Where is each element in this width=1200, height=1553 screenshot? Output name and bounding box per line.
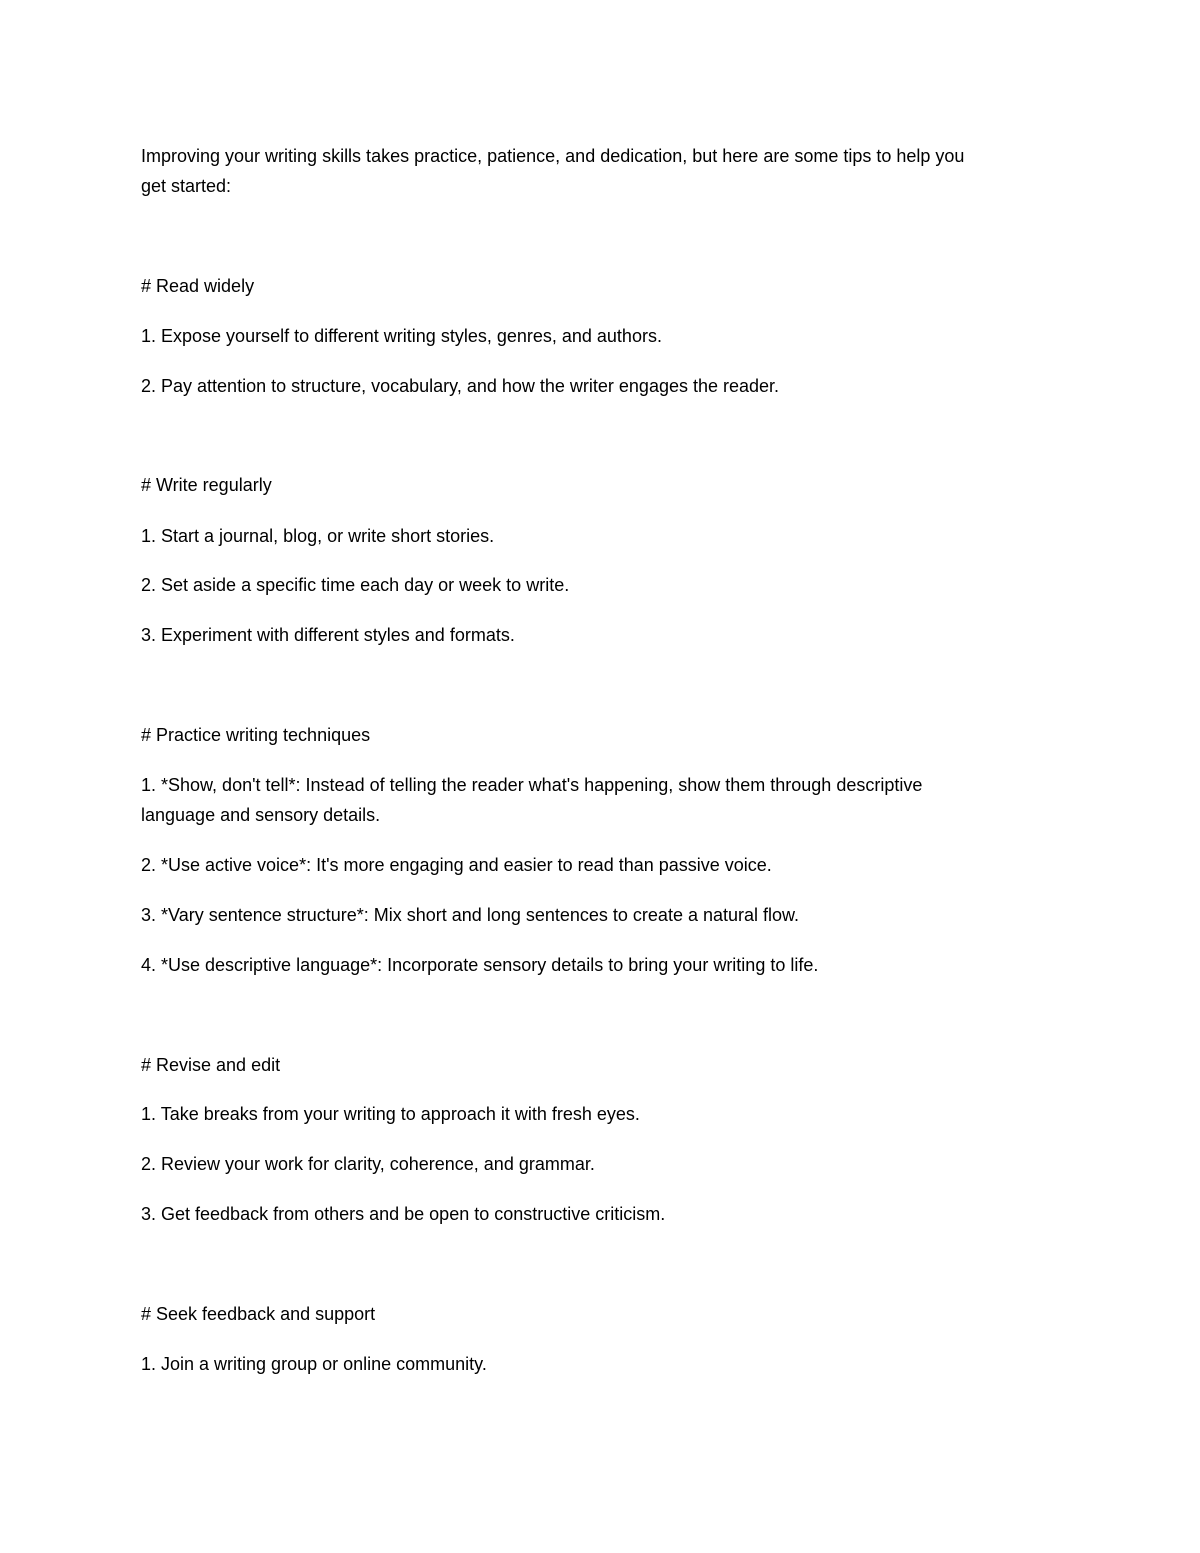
list-item: 2. Set aside a specific time each day or week to write. [141,575,570,595]
section-heading-read-widely: # Read widely [141,276,255,296]
list-item: 1. Start a journal, blog, or write short stories. [141,526,495,546]
list-item: 3. Experiment with different styles and formats. [141,625,515,645]
section-heading-write-regularly: # Write regularly [141,475,272,495]
list-item: 3. *Vary sentence structure*: Mix short and long sentences to create a natural flow. [141,905,800,925]
list-item: 2. Pay attention to structure, vocabulary, and how the writer engages the reader. [141,376,780,396]
list-item: 4. *Use descriptive language*: Incorporate sensory details to bring your writing to life. [141,955,819,975]
list-item: 1. Take breaks from your writing to approach it with fresh eyes. [141,1104,640,1124]
list-item-continuation: language and sensory details. [141,805,381,825]
section-heading-seek-feedback-and-support: # Seek feedback and support [141,1304,376,1324]
intro-paragraph-line-2: get started: [141,176,232,196]
list-item: 1. *Show, don't tell*: Instead of telling the reader what's happening, show them through descriptive [141,775,923,795]
list-item: 1. Join a writing group or online community. [141,1354,487,1374]
intro-paragraph-line-1: Improving your writing skills takes practice, patience, and dedication, but here are some tips to help you [141,146,965,166]
list-item: 2. Review your work for clarity, coherence, and grammar. [141,1154,595,1174]
section-heading-practice-writing-techniques: # Practice writing techniques [141,725,371,745]
section-heading-revise-and-edit: # Revise and edit [141,1055,281,1075]
list-item: 2. *Use active voice*: It's more engaging and easier to read than passive voice. [141,855,772,875]
list-item: 1. Expose yourself to different writing styles, genres, and authors. [141,326,662,346]
list-item: 3. Get feedback from others and be open to constructive criticism. [141,1204,666,1224]
